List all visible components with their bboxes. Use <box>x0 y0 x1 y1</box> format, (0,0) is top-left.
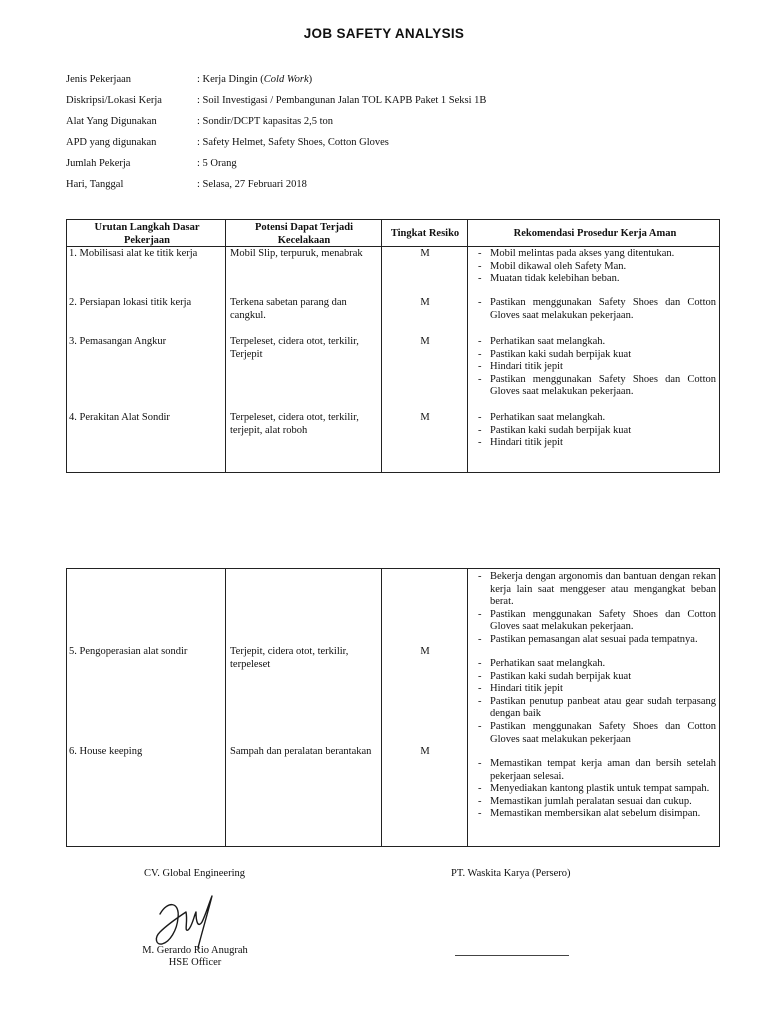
step-cell: 5. Pengoperasian alat sondir <box>69 646 188 657</box>
recommendation-list <box>476 571 716 647</box>
list-item: - Bekerja dengan argonomis dan bantuan dengan rekan kerja lain saat menggeser atau mengangkat beban berat. <box>476 571 716 609</box>
left-signatory-role: HSE Officer <box>168 957 222 968</box>
risk-cell: M <box>420 248 430 259</box>
recommendation-list <box>476 248 716 286</box>
list-item: - Memastikan jumlah peralatan sesuai dan cukup. <box>476 796 716 809</box>
list-item: - Pastikan pemasangan alat sesuai pada tempatnya. <box>476 634 716 647</box>
header-risk: Tingkat Resiko <box>390 228 460 239</box>
list-item: - Perhatikan saat melangkah. <box>476 336 716 349</box>
recommendation-list <box>476 336 716 399</box>
hazard-cell: Terpeleset, cidera otot, terkilir, terjepit, alat roboh <box>230 412 359 436</box>
recommendation-list <box>476 412 716 450</box>
list-item: - Perhatikan saat melangkah. <box>476 658 716 671</box>
right-signature-line <box>455 955 569 956</box>
risk-cell: M <box>420 336 430 347</box>
info-value: : Soil Investigasi / Pembangunan Jalan TOL KAPB Paket 1 Seksi 1B <box>197 95 487 106</box>
list-item: - Hindari titik jepit <box>476 361 716 374</box>
hazard-cell: Sampah dan peralatan berantakan <box>230 746 372 757</box>
recommendation-list <box>476 297 716 322</box>
step-cell: 6. House keeping <box>69 746 143 757</box>
right-company: PT. Waskita Karya (Persero) <box>451 868 571 879</box>
list-item: - Pastikan menggunakan Safety Shoes dan Cotton Gloves saat melakukan pekerjaan. <box>476 374 716 399</box>
left-company: CV. Global Engineering <box>144 868 246 879</box>
hazard-cell: Terjepit, cidera otot, terkilir, terpeleset <box>230 646 349 670</box>
jsa-table-continued <box>66 568 720 847</box>
list-item: - Muatan tidak kelebihan beban. <box>476 273 716 286</box>
info-value: : Sondir/DCPT kapasitas 2,5 ton <box>197 116 334 127</box>
info-label: Hari, Tanggal <box>66 179 124 190</box>
hazard-cell: Terpeleset, cidera otot, terkilir, Terjepit <box>230 336 359 360</box>
list-item: - Hindari titik jepit <box>476 683 716 696</box>
signature-image <box>150 892 220 950</box>
risk-cell: M <box>420 646 430 657</box>
info-label: APD yang digunakan <box>66 137 157 148</box>
list-item: - Pastikan menggunakan Safety Shoes dan Cotton Gloves saat melakukan pekerjaan. <box>476 609 716 634</box>
list-item: - Mobil melintas pada akses yang ditentukan. <box>476 248 716 261</box>
step-cell: 1. Mobilisasi alat ke titik kerja <box>69 248 198 259</box>
info-value: : Kerja Dingin (Cold Work) <box>197 74 313 85</box>
list-item: - Pastikan penutup panbeat atau gear sudah terpasang dengan baik <box>476 696 716 721</box>
step-cell: 3. Pemasangan Angkur <box>69 336 167 347</box>
list-item: - Perhatikan saat melangkah. <box>476 412 716 425</box>
jsa-table <box>66 219 720 473</box>
list-item: - Pastikan menggunakan Safety Shoes dan Cotton Gloves saat melakukan pekerjaan <box>476 721 716 746</box>
list-item: - Pastikan menggunakan Safety Shoes dan Cotton Gloves saat melakukan pekerjaan. <box>476 297 716 322</box>
step-cell: 4. Perakitan Alat Sondir <box>69 412 170 423</box>
header-hazards: Potensi Dapat Terjadi Kecelakaan <box>254 222 353 246</box>
list-item: - Mobil dikawal oleh Safety Man. <box>476 261 716 274</box>
list-item: - Pastikan kaki sudah berpijak kuat <box>476 671 716 684</box>
header-steps: Urutan Langkah Dasar Pekerjaan <box>94 222 200 246</box>
list-item: - Memastikan membersikan alat sebelum disimpan. <box>476 808 716 821</box>
info-label: Jenis Pekerjaan <box>66 74 132 85</box>
document-title: JOB SAFETY ANALYSIS <box>303 26 465 41</box>
info-value: : Selasa, 27 Februari 2018 <box>197 179 307 190</box>
step-cell: 2. Persiapan lokasi titik kerja <box>69 297 192 308</box>
recommendation-list <box>476 758 716 821</box>
risk-cell: M <box>420 297 430 308</box>
left-signatory-name: M. Gerardo Rio Anugrah <box>142 945 248 956</box>
hazard-cell: Mobil Slip, terpuruk, menabrak <box>230 248 363 259</box>
list-item: - Pastikan kaki sudah berpijak kuat <box>476 425 716 438</box>
list-item: - Hindari titik jepit <box>476 437 716 450</box>
info-value: : Safety Helmet, Safety Shoes, Cotton Gloves <box>197 137 389 148</box>
recommendation-list <box>476 658 716 746</box>
list-item: - Menyediakan kantong plastik untuk tempat sampah. <box>476 783 716 796</box>
info-label: Alat Yang Digunakan <box>66 116 157 127</box>
hazard-cell: Terkena sabetan parang dan cangkul. <box>230 297 347 321</box>
list-item: - Pastikan kaki sudah berpijak kuat <box>476 349 716 362</box>
info-label: Jumlah Pekerja <box>66 158 131 169</box>
risk-cell: M <box>420 746 430 757</box>
list-item: - Memastikan tempat kerja aman dan bersih setelah pekerjaan selesai. <box>476 758 716 783</box>
risk-cell: M <box>420 412 430 423</box>
header-recommendations: Rekomendasi Prosedur Kerja Aman <box>513 228 677 239</box>
info-label: Diskripsi/Lokasi Kerja <box>66 95 162 106</box>
info-value: : 5 Orang <box>197 158 237 169</box>
